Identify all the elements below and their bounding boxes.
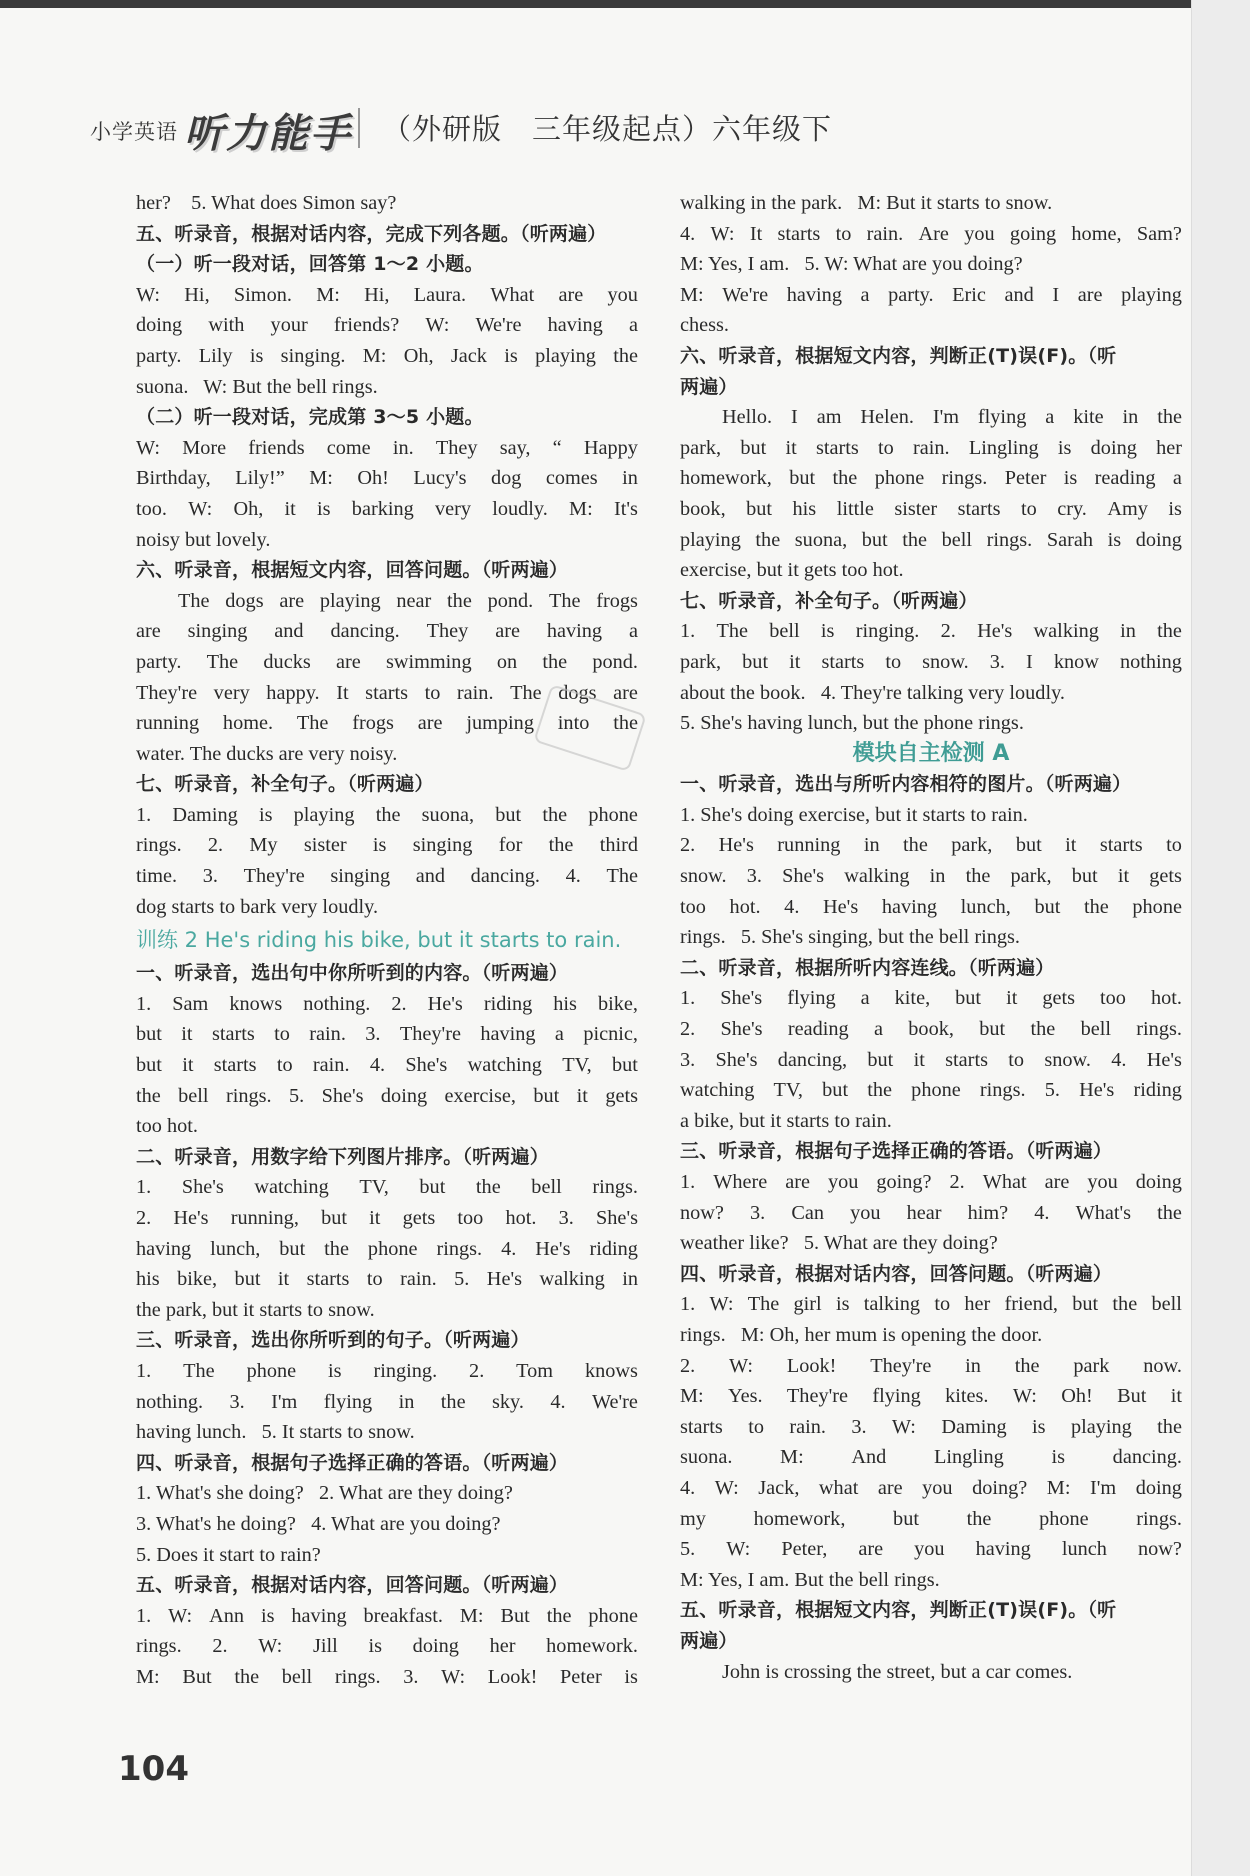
section-heading: 七、听录音，补全句子。（听两遍） (680, 589, 978, 612)
section-heading: 二、听录音，根据所听内容连线。（听两遍） (680, 956, 1055, 979)
text-line: Hello. I am Helen. I'm flying a kite in the (722, 406, 1182, 429)
text-line: 5. Does it start to rain? (136, 1543, 321, 1566)
text-line: 1. Sam knows nothing. 2. He's riding his bike, (136, 992, 638, 1015)
section-heading: 二、听录音，用数字给下列图片排序。（听两遍） (136, 1145, 549, 1168)
text-line: park, but it starts to rain. Lingling is doing her (680, 436, 1182, 459)
text-line: 2. He's running, but it gets too hot. 3. She's (136, 1207, 638, 1229)
text-line: suona. M: And Lingling is dancing. (680, 1446, 1182, 1469)
text-line: about the book. 4. They're talking very loudly. (680, 681, 1065, 704)
page-number: 104 (118, 1749, 189, 1789)
text-line: a bike, but it starts to rain. (680, 1109, 892, 1132)
section-heading: （二）听一段对话，完成第 3～5 小题。 (136, 406, 484, 429)
text-line: but it starts to rain. 3. They're having a picnic, (136, 1023, 638, 1046)
text-line: walking in the park. M: But it starts to snow. (680, 192, 1053, 214)
text-line: too hot. (136, 1115, 198, 1138)
section-heading: 一、听录音，选出与所听内容相符的图片。（听两遍） (680, 773, 1132, 796)
section-heading: 七、听录音，补全句子。（听两遍） (136, 773, 434, 796)
text-line: 1. She's watching TV, but the bell rings. (136, 1176, 638, 1199)
text-line: watching TV, but the phone rings. 5. He's riding (680, 1079, 1182, 1102)
text-line: nothing. 3. I'm flying in the sky. 4. We're (136, 1390, 638, 1413)
page-header (86, 98, 906, 158)
text-line: party. The ducks are swimming on the pond. (136, 650, 638, 673)
text-line: W: Hi, Simon. M: Hi, Laura. What are you (136, 283, 638, 306)
section-heading: 四、听录音，根据句子选择正确的答语。（听两遍） (136, 1451, 569, 1474)
series-logo: 听力能手 (184, 111, 352, 157)
text-line: are singing and dancing. They are having a (136, 620, 638, 643)
text-line: 1. She's flying a kite, but it gets too hot. (680, 987, 1182, 1010)
text-line: now? 3. Can you hear him? 4. What's the (680, 1201, 1182, 1224)
text-line: exercise, but it gets too hot. (680, 559, 904, 582)
text-line: too. W: Oh, it is barking very loudly. M: It's (136, 497, 638, 520)
text-line: the park, but it starts to snow. (136, 1298, 375, 1321)
text-line: park, but it starts to snow. 3. I know nothing (680, 650, 1182, 673)
text-line: M: We're having a party. Eric and I are playing (680, 283, 1182, 306)
text-line: party. Lily is singing. M: Oh, Jack is playing the (136, 344, 638, 367)
text-line: water. The ducks are very noisy. (136, 742, 398, 765)
text-line: playing the suona, but the bell rings. Sarah is doing (680, 528, 1182, 551)
text-line: M: But the bell rings. 3. W: Look! Peter is (136, 1665, 638, 1688)
text-line: 1. Daming is playing the suona, but the phone (136, 803, 638, 826)
text-line: her? 5. What does Simon say? (136, 192, 397, 214)
section-heading: 三、听录音，根据句子选择正确的答语。（听两遍） (680, 1140, 1113, 1163)
text-line: W: More friends come in. They say, “ Happy (136, 436, 638, 459)
text-line: 1. The bell is ringing. 2. He's walking in the (680, 620, 1182, 643)
lesson-title: 训练 2 He's riding his bike, but it starts to rain. (136, 928, 622, 953)
text-line: They're very happy. It starts to rain. The dogs are (136, 681, 638, 704)
text-line: 1. W: The girl is talking to her friend, but the bell (680, 1293, 1182, 1316)
text-line: 4. W: Jack, what are you doing? M: I'm doing (680, 1476, 1182, 1499)
text-line: Birthday, Lily!” M: Oh! Lucy's dog comes in (136, 467, 638, 490)
text-line: M: Yes, I am. 5. W: What are you doing? (680, 253, 1023, 276)
section-heading: 五、听录音，根据对话内容，完成下列各题。（听两遍） (136, 222, 607, 245)
text-line: The dogs are playing near the pond. The frogs (178, 589, 638, 612)
text-line: 1. She's doing exercise, but it starts to rain. (680, 803, 1028, 826)
section-heading: 两遍） (680, 1629, 738, 1652)
section-heading: 五、听录音，根据对话内容，回答问题。（听两遍） (136, 1574, 569, 1597)
left-column (136, 188, 638, 1693)
text-line: rings. M: Oh, her mum is opening the door. (680, 1323, 1043, 1346)
text-line: 1. W: Ann is having breakfast. M: But the phone (136, 1604, 638, 1627)
text-line: running home. The frogs are jumping into the (136, 712, 638, 735)
text-line: M: Yes, I am. But the bell rings. (680, 1568, 940, 1591)
text-line: too hot. 4. He's having lunch, but the phone (680, 895, 1182, 918)
text-line: 5. W: Peter, are you having lunch now? (680, 1538, 1182, 1561)
text-line: 3. What's he doing? 4. What are you doing? (136, 1512, 501, 1535)
text-line: book, but his little sister starts to cry. Amy is (680, 497, 1182, 520)
section-heading: 两遍） (680, 375, 738, 398)
text-line: time. 3. They're singing and dancing. 4. The (136, 865, 638, 888)
page-margin-strip (1191, 0, 1250, 1876)
section-heading: 五、听录音，根据短文内容，判断正(T)误(F)。（听 (680, 1599, 1117, 1622)
section-heading: 六、听录音，根据短文内容，判断正(T)误(F)。（听 (680, 344, 1117, 367)
text-line: my homework, but the phone rings. (680, 1507, 1182, 1530)
module-title: 模块自主检测 A (852, 740, 1010, 766)
text-line: having lunch, but the phone rings. 4. He's riding (136, 1237, 638, 1260)
edition-title: （外研版 三年级起点）六年级下 (382, 112, 833, 146)
section-heading: （一）听一段对话，回答第 1～2 小题。 (136, 253, 484, 276)
right-column (680, 188, 1182, 1687)
header-divider (358, 108, 360, 148)
text-line: homework, but the phone rings. Peter is reading a (680, 467, 1182, 490)
text-line: 3. She's dancing, but it starts to snow. 4. He's (680, 1048, 1182, 1071)
text-line: 1. What's she doing? 2. What are they doing? (136, 1482, 513, 1505)
text-line: M: Yes. They're flying kites. W: Oh! But it (680, 1385, 1182, 1408)
text-line: but it starts to rain. 4. She's watching TV, but (136, 1054, 638, 1077)
text-line: starts to rain. 3. W: Daming is playing the (680, 1415, 1182, 1438)
text-line: 1. The phone is ringing. 2. Tom knows (136, 1359, 638, 1382)
text-line: noisy but lovely. (136, 528, 271, 551)
text-line: 1. Where are you going? 2. What are you doing (680, 1171, 1182, 1193)
text-line: John is crossing the street, but a car comes. (722, 1660, 1073, 1683)
text-line: rings. 2. W: Jill is doing her homework. (136, 1635, 638, 1658)
text-line: weather like? 5. What are they doing? (680, 1232, 998, 1255)
text-line: chess. (680, 314, 729, 337)
text-line: suona. W: But the bell rings. (136, 375, 378, 398)
text-line: 2. W: Look! They're in the park now. (680, 1354, 1182, 1377)
section-heading: 六、听录音，根据短文内容，回答问题。（听两遍） (136, 559, 569, 582)
page-top-edge (0, 0, 1250, 8)
text-line: rings. 5. She's singing, but the bell rings. (680, 926, 1020, 949)
text-line: 4. W: It starts to rain. Are you going home, Sam? (680, 222, 1182, 245)
text-line: having lunch. 5. It starts to snow. (136, 1421, 415, 1444)
text-line: 2. He's running in the park, but it starts to (680, 834, 1182, 857)
text-line: snow. 3. She's walking in the park, but it gets (680, 865, 1182, 888)
section-heading: 三、听录音，选出你所听到的句子。（听两遍） (136, 1329, 530, 1352)
text-line: 2. She's reading a book, but the bell rings. (680, 1018, 1182, 1041)
text-line: doing with your friends? W: We're having a (136, 314, 638, 337)
series-small-title: 小学英语 (90, 120, 178, 144)
text-line: 5. She's having lunch, but the phone rings. (680, 712, 1024, 735)
text-line: his bike, but it starts to rain. 5. He's walking in (136, 1268, 638, 1291)
text-line: the bell rings. 5. She's doing exercise, but it gets (136, 1084, 638, 1107)
text-line: rings. 2. My sister is singing for the third (136, 834, 638, 857)
section-heading: 一、听录音，选出句中你所听到的内容。（听两遍） (136, 962, 569, 985)
text-line: dog starts to bark very loudly. (136, 895, 379, 918)
section-heading: 四、听录音，根据对话内容，回答问题。（听两遍） (680, 1262, 1113, 1285)
